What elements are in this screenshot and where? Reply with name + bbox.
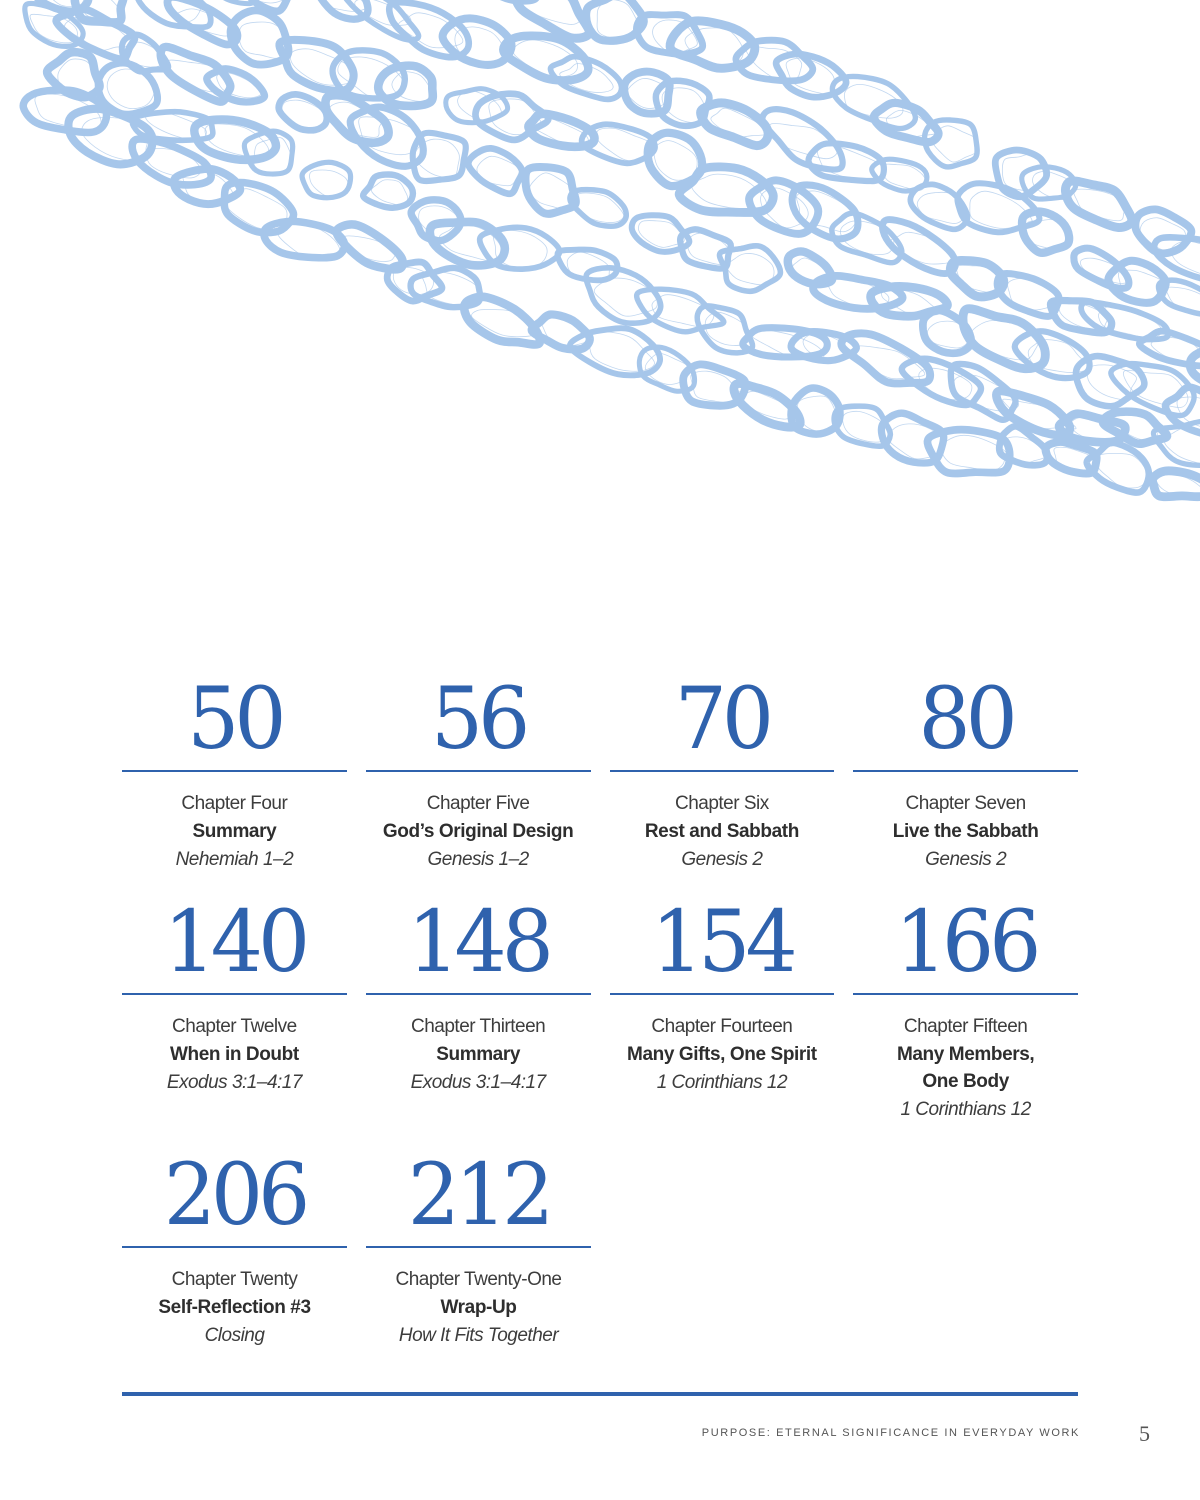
chapter-label: Chapter Four xyxy=(181,793,288,814)
chapter-title: God’s Original Design xyxy=(382,821,574,842)
chapter-title: Rest and Sabbath xyxy=(644,821,799,842)
net-cell xyxy=(167,0,237,45)
scripture-reference: Nehemiah 1–2 xyxy=(175,849,294,870)
chapter-label: Chapter Twenty-One xyxy=(395,1269,562,1290)
chapter-label: Chapter Seven xyxy=(905,793,1026,814)
toc-entry[interactable] xyxy=(610,893,835,1150)
net-cell xyxy=(468,148,522,193)
net-cell xyxy=(1108,261,1165,303)
net-cell xyxy=(963,309,1045,369)
page-number: 148 xyxy=(407,893,549,992)
chapter-label: Chapter Fourteen xyxy=(651,1016,793,1037)
page-number-footer: 5 xyxy=(1139,1421,1150,1446)
scripture-reference: Exodus 3:1–4:17 xyxy=(166,1072,302,1093)
toc-entry[interactable] xyxy=(853,893,1078,1150)
page-number: 56 xyxy=(430,670,526,769)
net-cell xyxy=(719,246,780,292)
page-number: 166 xyxy=(894,893,1037,992)
scripture-reference: Genesis 1–2 xyxy=(427,849,529,870)
toc-entry[interactable] xyxy=(366,670,591,897)
chapter-title-line1: Many Members, xyxy=(896,1044,1035,1065)
table-of-contents xyxy=(122,670,1078,1351)
scripture-reference: Genesis 2 xyxy=(681,849,763,870)
scripture-reference: Exodus 3:1–4:17 xyxy=(410,1072,546,1093)
chapter-title: Live the Sabbath xyxy=(892,821,1039,842)
toc-entry[interactable] xyxy=(610,670,835,897)
toc-entry[interactable] xyxy=(122,670,347,897)
chapter-label: Chapter Five xyxy=(426,793,530,814)
toc-entry[interactable] xyxy=(122,893,347,1150)
chapter-label: Chapter Six xyxy=(674,793,769,814)
net-cell xyxy=(762,109,842,169)
toc-entry[interactable] xyxy=(366,893,591,1150)
chapter-title: When in Doubt xyxy=(169,1044,299,1065)
toc-entry[interactable] xyxy=(366,1146,591,1351)
net-cell xyxy=(480,227,560,269)
page-number: 212 xyxy=(407,1146,550,1245)
toc-row xyxy=(122,893,1078,1150)
page-number: 80 xyxy=(918,670,1013,769)
chapter-label: Chapter Fifteen xyxy=(903,1016,1028,1037)
scripture-reference: How It Fits Together xyxy=(398,1325,559,1346)
chapter-title: Summary xyxy=(192,821,277,842)
net-cell xyxy=(302,162,351,197)
net-cell-texture xyxy=(727,253,774,284)
chapter-title-line2: One Body xyxy=(922,1071,1009,1092)
net-cells xyxy=(23,0,1200,520)
scripture-reference: Closing xyxy=(204,1325,265,1346)
page-number: 70 xyxy=(674,670,770,769)
net-cell xyxy=(701,103,769,146)
net-cell xyxy=(337,224,403,269)
scripture-reference: Genesis 2 xyxy=(925,849,1007,870)
toc-entry[interactable] xyxy=(853,670,1078,897)
chapter-title: Self-Reflection #3 xyxy=(158,1297,311,1318)
footer-rule xyxy=(122,1392,1078,1396)
chapter-label: Chapter Twenty xyxy=(171,1269,298,1290)
page-number: 140 xyxy=(163,893,306,992)
blue-net-illustration xyxy=(0,0,1200,520)
net-cell xyxy=(1022,211,1069,252)
running-title: PURPOSE: ETERNAL SIGNIFICANCE IN EVERYDAY WORK xyxy=(701,1427,1080,1439)
page-number: 154 xyxy=(651,893,793,992)
chapter-title: Summary xyxy=(436,1044,521,1065)
chapter-label: Chapter Thirteen xyxy=(411,1016,546,1037)
toc-entry[interactable] xyxy=(122,1146,347,1351)
page-number: 50 xyxy=(187,670,282,769)
scripture-reference: 1 Corinthians 12 xyxy=(656,1072,788,1093)
scripture-reference: 1 Corinthians 12 xyxy=(900,1099,1031,1120)
net-cell xyxy=(279,94,327,130)
chapter-title: Wrap-Up xyxy=(440,1297,517,1318)
net-cell xyxy=(333,50,405,98)
page-number: 206 xyxy=(163,1146,306,1245)
toc-row xyxy=(122,1146,1078,1351)
net-cell-texture xyxy=(941,435,1005,471)
toc-row xyxy=(122,670,1078,897)
net-cell xyxy=(624,72,669,114)
chapter-label: Chapter Twelve xyxy=(172,1016,297,1037)
chapter-title: Many Gifts, One Spirit xyxy=(627,1044,817,1065)
net-cell xyxy=(264,221,345,257)
net-cell xyxy=(1135,209,1191,253)
